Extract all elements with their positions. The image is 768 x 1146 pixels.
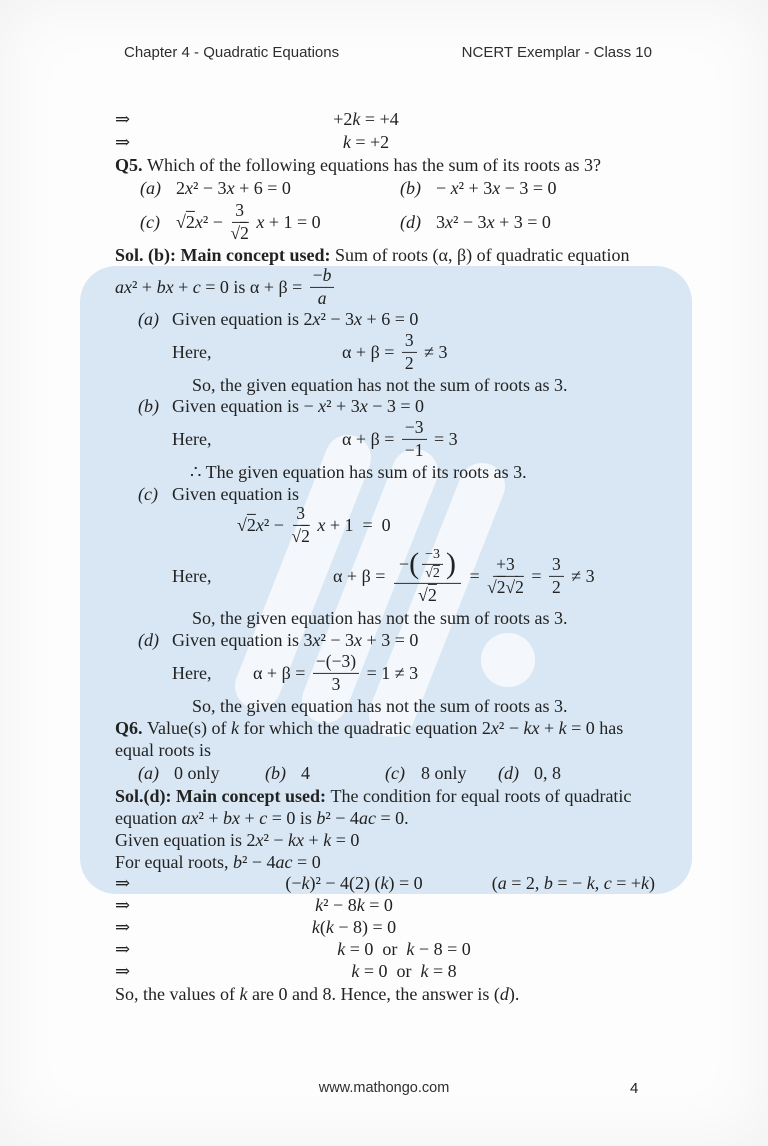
- fraction: [313, 652, 359, 694]
- conclusion-text: So, the given equation has not the sum of roots as 3.: [192, 696, 568, 716]
- numerator: −3: [422, 547, 443, 565]
- step-1: [0, 872, 768, 894]
- solution-5-label: Sol. (b):: [115, 245, 181, 265]
- given-equation: 2x² − kx + k = 0: [246, 830, 360, 850]
- item-d-text: [172, 631, 418, 649]
- given-equation: 2x² − 3x + 6 = 0: [303, 309, 419, 329]
- step-note: (a = 2, b = − k, c = +k): [491, 873, 655, 893]
- page-header: [0, 44, 768, 64]
- alpha-beta-lhs: α + β =: [342, 429, 399, 449]
- item-c-text: Given equation is: [172, 484, 299, 504]
- option-b-label: (b): [400, 178, 421, 198]
- item-a-label: (a): [138, 309, 159, 329]
- implies-arrow: ⇒: [115, 939, 131, 959]
- math-term: √2x² −: [237, 515, 289, 535]
- here-label: Here,: [172, 342, 212, 362]
- math-term: ≠ 3: [419, 342, 448, 362]
- numerator: +3: [493, 555, 518, 577]
- solution-5-line: [115, 246, 630, 264]
- denominator: √2: [291, 525, 310, 546]
- text-segment: For equal roots,: [115, 851, 233, 872]
- page-content: [0, 108, 768, 1005]
- math-term: d: [499, 983, 509, 1004]
- denominator: −1: [404, 439, 424, 460]
- numerator: 3: [293, 504, 308, 526]
- given-text: Given equation is: [172, 630, 304, 650]
- question-5-label: Q5.: [115, 154, 148, 175]
- item-d-equation: [253, 652, 418, 694]
- big-fraction-numerator: [394, 547, 461, 584]
- option-b-equation: − x² + 3x − 3 = 0: [436, 178, 557, 198]
- item-c-equation-line: [0, 502, 768, 546]
- alpha-beta-lhs: α + β =: [253, 663, 310, 683]
- page-number: 4: [630, 1080, 639, 1097]
- option-c-text: 8 only: [421, 763, 467, 783]
- item-b-equation: [342, 418, 458, 460]
- implies-arrow: ⇒: [115, 961, 131, 981]
- implication-line: [0, 108, 768, 130]
- question-6-text-2: equal roots is: [115, 740, 211, 760]
- step-5: [0, 960, 768, 982]
- option-b-text: 4: [301, 763, 310, 783]
- formula-equation: [115, 266, 337, 308]
- fraction: [291, 504, 309, 546]
- step-equation: k = 0 or k = 8: [351, 961, 457, 981]
- option-c-equation: [176, 201, 321, 243]
- given-equation: 3x² − 3x + 3 = 0: [303, 630, 419, 650]
- numerator: −(−3): [313, 652, 359, 674]
- text-segment: is: [295, 808, 317, 828]
- equals-sign: =: [464, 565, 485, 586]
- step-equation: k(k − 8) = 0: [311, 917, 397, 937]
- math-term: = 1 ≠ 3: [362, 663, 419, 683]
- equation: k = +2: [342, 131, 390, 152]
- option-a-equation: 2x² − 3x + 6 = 0: [176, 178, 291, 198]
- item-c-label: (c): [138, 484, 158, 504]
- item-c-here: [0, 545, 768, 607]
- open-paren: (: [409, 547, 420, 581]
- close-paren: ): [445, 547, 456, 581]
- numerator: −b: [310, 266, 335, 288]
- math-term: x + 1 = 0: [256, 212, 321, 232]
- option-a-text: 0 only: [174, 763, 220, 783]
- solution-6-line-1: [115, 787, 631, 805]
- header-chapter-title: Chapter 4 - Quadratic Equations: [124, 44, 340, 61]
- text-segment: has: [594, 718, 624, 738]
- text-segment: for which the quadratic equation: [239, 718, 482, 738]
- solution-6-intro-1: [0, 785, 768, 807]
- big-fraction-denominator: √2: [417, 585, 437, 606]
- main-concept-text: Sum of roots (α, β) of quadratic equation: [335, 245, 630, 265]
- question-5: [0, 153, 768, 176]
- solution-6-condition: [0, 851, 768, 872]
- implication-line: [0, 130, 768, 153]
- given-text: Given equation is: [172, 396, 304, 416]
- here-label: Here,: [172, 566, 212, 586]
- solution-6-label: Sol.(d):: [115, 786, 177, 806]
- given-text: Given equation is: [172, 309, 304, 329]
- option-d-label: (d): [400, 212, 421, 232]
- math-term: x + 1 = 0: [317, 515, 391, 535]
- sum-of-roots-formula: [0, 266, 768, 308]
- fraction: [230, 201, 248, 243]
- solution-6-intro-2: [0, 807, 768, 829]
- header-book-title: NCERT Exemplar - Class 10: [461, 44, 652, 61]
- q5-options-row-1: [0, 176, 768, 200]
- option-c-label: (c): [385, 763, 405, 783]
- text-segment: ).: [508, 983, 520, 1004]
- denominator: a: [317, 287, 327, 308]
- item-a-here: [0, 330, 768, 374]
- implies-arrow: ⇒: [115, 873, 131, 893]
- solution-6-line-2: [115, 809, 409, 827]
- step-equation: (−k)² − 4(2) (k) = 0: [285, 873, 423, 893]
- question-6-label: Q6.: [115, 718, 148, 738]
- step-equation: k² − 8k = 0: [315, 895, 393, 915]
- footer-url: www.mathongo.com: [318, 1080, 450, 1096]
- numerator: 3: [402, 331, 417, 353]
- option-b-label: (b): [265, 763, 286, 783]
- denominator: 3: [331, 673, 341, 694]
- step-3: [0, 916, 768, 938]
- alpha-beta-lhs: α + β =: [342, 342, 399, 362]
- final-conclusion-text: [115, 985, 519, 1003]
- fraction: [549, 555, 564, 597]
- item-c-given-equation: [237, 504, 391, 546]
- option-d-equation: 3x² − 3x + 3 = 0: [436, 212, 551, 232]
- implies-arrow: ⇒: [115, 917, 131, 937]
- step-4: [0, 938, 768, 960]
- fraction: [402, 331, 417, 373]
- fraction: [402, 418, 427, 460]
- item-d-here: [0, 651, 768, 695]
- option-a-label: (a): [138, 763, 159, 783]
- math-term: ≠ 3: [566, 565, 595, 586]
- solution-5-intro: [0, 244, 768, 266]
- item-c-equation: [333, 547, 595, 605]
- option-d-text: 0, 8: [534, 763, 561, 783]
- math-term: √2x² −: [176, 212, 228, 232]
- q6-options-row: [0, 761, 768, 785]
- item-b-given: [0, 395, 768, 417]
- fraction: [310, 266, 335, 308]
- item-b-label: (b): [138, 396, 159, 416]
- denominator: 2: [552, 576, 561, 597]
- item-c-given: [0, 483, 768, 505]
- fraction: [422, 547, 443, 581]
- equation: +2k = +4: [333, 109, 399, 129]
- given-line: [115, 831, 359, 849]
- math-term: b² − 4ac = 0: [232, 851, 321, 872]
- question-6-text: [115, 719, 623, 737]
- item-a-given: [0, 308, 768, 330]
- fraction: [487, 555, 524, 597]
- here-label: Here,: [172, 663, 212, 683]
- numerator: 3: [232, 201, 247, 223]
- implies-arrow: ⇒: [115, 109, 131, 129]
- option-a-label: (a): [140, 178, 161, 198]
- item-d-label: (d): [138, 630, 159, 650]
- q5-options-row-2: [0, 200, 768, 244]
- math-term: ax² + bx + c = 0: [181, 808, 296, 828]
- given-equation: − x² + 3x − 3 = 0: [303, 396, 425, 416]
- implies-arrow: ⇒: [115, 895, 131, 915]
- item-d-given: [0, 629, 768, 651]
- item-a-equation: [342, 331, 448, 373]
- item-a-conclusion: [0, 374, 768, 395]
- text-segment: equation: [115, 808, 182, 828]
- denominator: √2: [230, 222, 249, 243]
- item-b-text: [172, 397, 424, 415]
- step-equation: k = 0 or k − 8 = 0: [337, 939, 471, 959]
- here-label: Here,: [172, 429, 212, 449]
- condition-line: [115, 853, 321, 871]
- minus-sign: −: [398, 553, 410, 574]
- math-term: ax² + bx + c = 0 is: [115, 277, 250, 297]
- math-term: k: [239, 983, 248, 1004]
- big-fraction: [394, 547, 461, 605]
- denominator: √2: [425, 565, 440, 581]
- text-segment: are 0 and 8. Hence, the answer is (: [247, 983, 500, 1004]
- alpha-beta-lhs: α + β =: [249, 277, 307, 297]
- math-term: b² − 4ac = 0.: [316, 808, 409, 828]
- item-a-text: [172, 310, 418, 328]
- alpha-beta-lhs: α + β =: [333, 565, 390, 586]
- conclusion-text: So, the given equation has not the sum of roots as 3.: [192, 374, 568, 395]
- main-concept-label: Main concept used:: [176, 786, 331, 806]
- math-term: k: [231, 718, 239, 738]
- option-d-label: (d): [498, 763, 519, 783]
- step-2: [0, 894, 768, 916]
- item-b-here: [0, 417, 768, 461]
- question-5-body: Which of the following equations has the sum of its roots as 3?: [147, 154, 601, 175]
- page-footer: [0, 1080, 768, 1100]
- denominator: 2: [404, 352, 414, 373]
- text-segment: So, the values of: [115, 983, 240, 1004]
- item-c-conclusion: [0, 607, 768, 629]
- math-term: = 3: [429, 429, 458, 449]
- final-conclusion: [0, 982, 768, 1005]
- therefore-text: ∴ The given equation has sum of its roots as 3.: [190, 462, 527, 482]
- implies-arrow: ⇒: [115, 131, 131, 152]
- numerator: 3: [549, 555, 564, 577]
- question-6-line-2: [0, 739, 768, 761]
- equals-sign: =: [526, 565, 546, 586]
- main-concept-label: Main concept used:: [180, 245, 336, 265]
- solution-6-given: [0, 829, 768, 851]
- denominator: √2√2: [487, 576, 524, 597]
- option-c-label: (c): [140, 212, 160, 232]
- item-b-therefore: [0, 461, 768, 483]
- question-5-text: [115, 156, 601, 174]
- item-d-conclusion: [0, 695, 768, 717]
- math-term: 2x² − kx + k = 0: [481, 718, 595, 738]
- main-concept-text: The condition for equal roots of quadratic: [330, 786, 632, 806]
- numerator: −3: [402, 418, 427, 440]
- question-6-line-1: [0, 717, 768, 739]
- text-segment: Value(s) of: [147, 718, 231, 738]
- given-text: Given equation is: [115, 830, 247, 850]
- conclusion-text: So, the given equation has not the sum of roots as 3.: [192, 608, 568, 628]
